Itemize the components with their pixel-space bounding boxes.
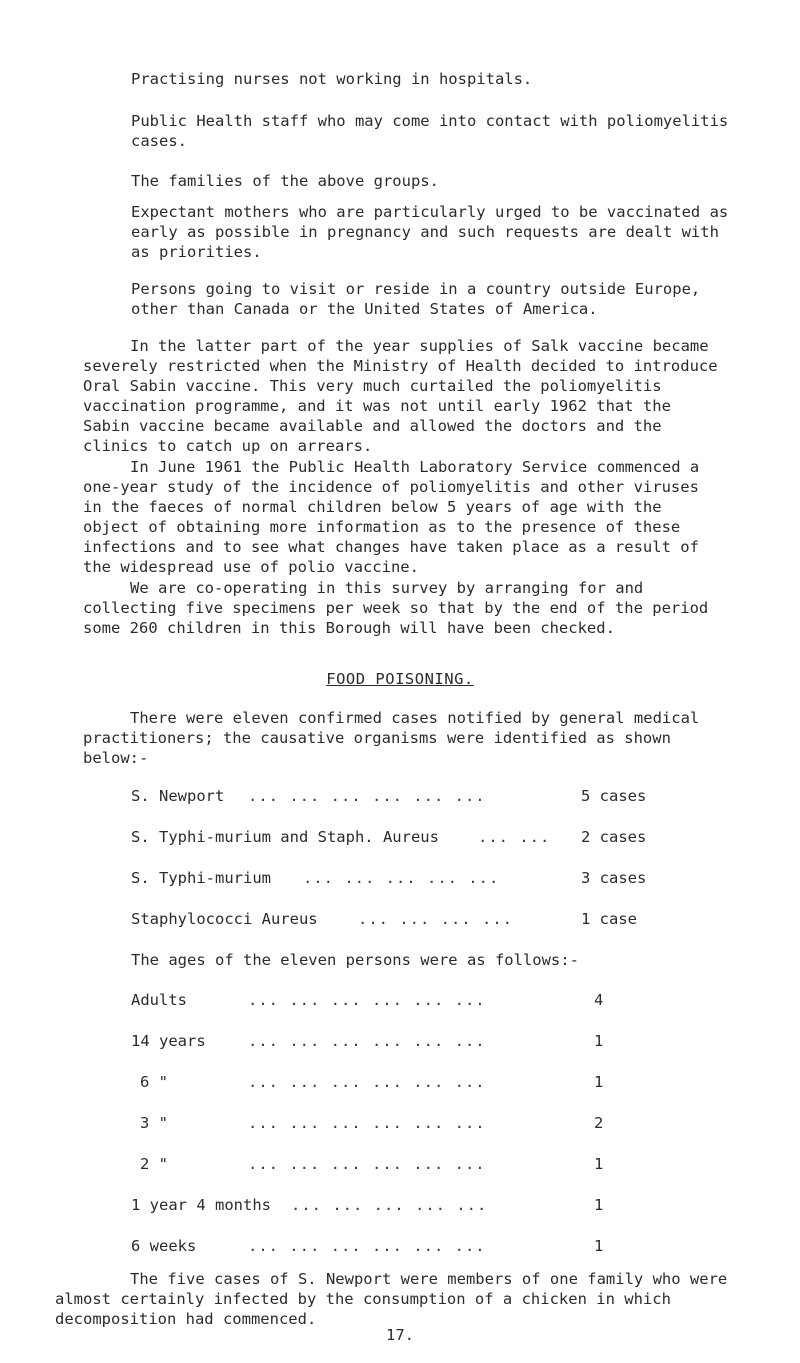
organism-case-count: 1 case [581, 910, 637, 928]
age-label: 6 weeks [131, 1237, 197, 1255]
organism-name: S. Typhi-murium [131, 869, 271, 887]
age-label: 6 " [140, 1073, 168, 1091]
age-label: Adults [131, 991, 187, 1009]
age-count: 1 [594, 1032, 604, 1050]
organism-case-count: 2 cases [581, 828, 647, 846]
paragraph-laboratory-study: In June 1961 the Public Health Laboratory Service commenced a one-year study of the incidence of poliomyelitis and other viruses in the faeces of normal children below 5 years of age with the object of obtaining more information as to the presence of these infections and to see what changes have taken place as a result of the widespread use of polio vaccine. [83, 458, 709, 576]
age-row [131, 1236, 731, 1256]
age-row [131, 1154, 731, 1174]
leader-dots: ... ... ... ... ... ... [248, 1032, 486, 1050]
age-count: 1 [594, 1196, 604, 1214]
paragraph-salk-vaccine: In the latter part of the year supplies of Salk vaccine became severely restricted when the Ministry of Health decided to introduce Oral Sabin vaccine. This very much curtailed the poliomyelitis vaccination programme, and it was not until early 1962 that the Sabin vaccine became available and allowed the doctors and the clinics to catch up on arrears. [83, 337, 727, 455]
group-item: Persons going to visit or reside in a country outside Europe, other than Canada or the United States of America. [131, 280, 710, 318]
age-row [131, 1195, 731, 1215]
page-number: 17. [386, 1326, 414, 1344]
leader-dots: ... ... ... ... ... ... [248, 787, 486, 805]
age-count: 1 [594, 1237, 604, 1255]
group-item: Practising nurses not working in hospitals. [131, 70, 533, 88]
group-item: Expectant mothers who are particularly urged to be vaccinated as early as possible in pregnancy and such requests are dealt with as priorities. [131, 203, 738, 261]
leader-dots: ... ... ... ... [358, 910, 513, 928]
age-row [131, 1031, 731, 1051]
organism-row [131, 827, 731, 847]
ages-intro: The ages of the eleven persons were as follows:- [131, 951, 579, 969]
leader-dots: ... ... ... ... ... ... [248, 1114, 486, 1132]
age-count: 1 [594, 1073, 604, 1091]
age-row [131, 990, 731, 1010]
age-label: 2 " [140, 1155, 168, 1173]
group-item: Public Health staff who may come into contact with poliomyelitis cases. [131, 112, 738, 150]
age-row [131, 1113, 731, 1133]
age-row [131, 1072, 731, 1092]
leader-dots: ... ... ... ... ... ... [248, 991, 486, 1009]
organism-name: Staphylococci Aureus [131, 910, 318, 928]
organism-row [131, 868, 731, 888]
age-count: 4 [594, 991, 604, 1009]
food-poisoning-conclusion: The five cases of S. Newport were members of one family who were almost certainly infected by the consumption of a chicken in which decomposition had commenced. [55, 1270, 737, 1328]
organism-name: S. Newport [131, 787, 225, 805]
organism-row [131, 786, 731, 806]
leader-dots: ... ... ... ... ... ... [248, 1237, 486, 1255]
organism-row [131, 909, 731, 929]
leader-dots: ... ... ... ... ... [303, 869, 500, 887]
age-label: 14 years [131, 1032, 206, 1050]
paragraph-survey: We are co-operating in this survey by arranging for and collecting five specimens per week so that by the end of the period some 260 children in this Borough will have been checked. [83, 579, 718, 637]
leader-dots: ... ... ... ... ... ... [248, 1073, 486, 1091]
age-label: 1 year 4 months [131, 1196, 271, 1214]
age-count: 2 [594, 1114, 604, 1132]
organism-case-count: 5 cases [581, 787, 647, 805]
group-item: The families of the above groups. [131, 172, 439, 190]
food-poisoning-intro: There were eleven confirmed cases notified by general medical practitioners; the causative organisms were identified as shown below:- [83, 709, 709, 767]
organism-name: S. Typhi-murium and Staph. Aureus [131, 828, 439, 846]
age-count: 1 [594, 1155, 604, 1173]
leader-dots: ... ... ... ... ... ... [248, 1155, 486, 1173]
section-heading-food-poisoning: FOOD POISONING. [326, 670, 474, 688]
leader-dots: ... ... ... ... ... [291, 1196, 488, 1214]
age-label: 3 " [140, 1114, 168, 1132]
organism-case-count: 3 cases [581, 869, 647, 887]
leader-dots: ... ... [478, 828, 551, 846]
